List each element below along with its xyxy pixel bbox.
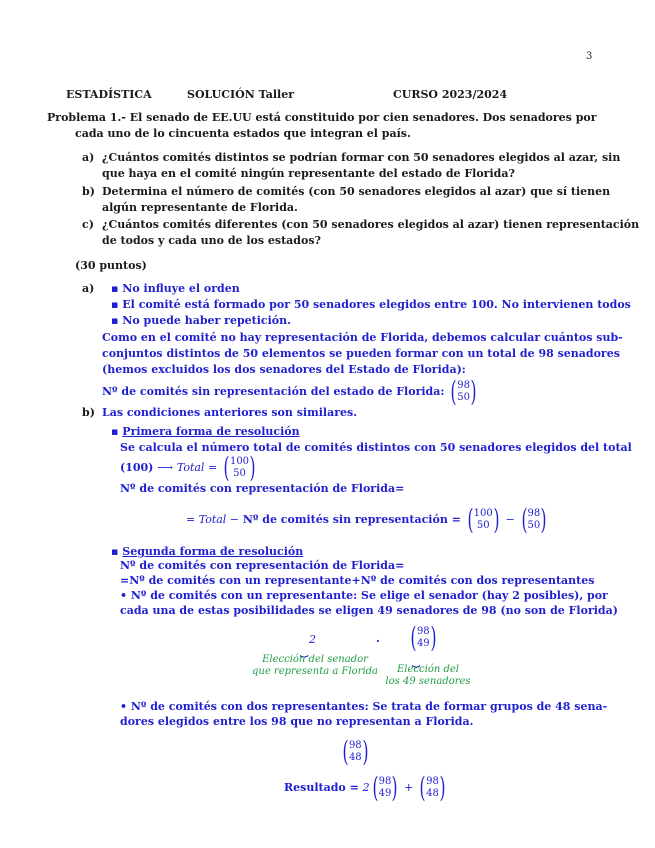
binom-98-50-eq: ( 98 50 ) (521, 503, 547, 536)
problem-statement (47, 110, 607, 126)
question-c-line1: ¿Cuántos comités diferentes (con 50 senadores elegidos al azar) tienen representación (102, 218, 640, 231)
second-line6: dores elegidos entre los 98 que no representan a Florida. (120, 715, 474, 728)
statement-line2: cada uno de lo cincuenta estados que integran el país. (75, 127, 411, 140)
a-para-line1: Como en el comité no hay representación de Florida, debemos calcular cuántos sub- (102, 331, 623, 344)
binom-98-48-box (340, 735, 371, 768)
result: Resultado = 2 ( 98 49 ) + ( 98 48 ) (284, 774, 448, 802)
b-intro: Las condiciones anteriores son similares. (102, 406, 358, 419)
binom-100-50: ( 100 50 ) (223, 451, 256, 484)
binom-100-50-eq: ( 100 50 ) (467, 503, 500, 536)
header-course: CURSO 2023/2024 (393, 88, 508, 101)
binom-98-50: ( 98 50 ) (450, 375, 477, 408)
binom-98-48-result: ( 98 48 ) (419, 771, 446, 804)
a-result: Nº de comités sin representación del estado de Florida: ( 98 50 ) (102, 378, 479, 406)
binom-98-49: ( 98 49 ) (410, 621, 437, 654)
bullet-1: ▪ No influye el orden (111, 282, 240, 295)
note-49: Elección del los 49 senadores (385, 664, 471, 687)
second-method-title: ▪ Segunda forma de resolución (111, 545, 304, 558)
question-b-label: b) (82, 185, 95, 198)
factor-2: 2 (309, 633, 316, 646)
question-c-label: c) (82, 218, 94, 231)
points: (30 puntos) (75, 259, 147, 272)
binom-98-48: ( 98 48 ) (342, 735, 369, 768)
question-c-line2: de todos y cada uno de los estados? (102, 234, 321, 247)
second-line4: cada una de estas posibilidades se eligen 49 senadores de 98 (no son de Florida) (120, 604, 618, 617)
second-line2: =Nº de comités con un representante+Nº de comités con dos representantes (120, 574, 595, 587)
first-line1: Se calcula el número total de comités distintos con 50 senadores elegidos del total (120, 441, 632, 454)
question-b-line1: Determina el número de comités (con 50 senadores elegidos al azar) que sí tienen (102, 185, 611, 198)
statement-line1: El senado de EE.UU está constituido por cien senadores. Dos senadores por (129, 111, 597, 124)
page-number: 3 (586, 51, 593, 62)
bullet-2: ▪ El comité está formado por 50 senadores elegidos entre 100. No intervienen todos (111, 298, 631, 311)
bullet-3: ▪ No puede haber repetición. (111, 314, 291, 327)
solution-b-label: b) (82, 406, 95, 419)
brace-2: ⏟ (412, 652, 421, 668)
question-a-line2: que haya en el comité ningún representante del estado de Florida? (102, 167, 515, 180)
solution-a-label: a) (82, 282, 95, 295)
header-subject: ESTADÍSTICA (66, 88, 152, 101)
binom-98-49-box (408, 621, 439, 654)
first-line2: (100) ⟶ Total = ( 100 50 ) (120, 454, 258, 482)
second-line1: Nº de comités con representación de Florida= (120, 559, 405, 572)
question-b-line2: algún representante de Florida. (102, 201, 298, 214)
brace-1: ⏟ (300, 642, 309, 658)
first-line3: Nº de comités con representación de Florida= (120, 482, 405, 495)
note-senador: Elección del senador que representa a Florida (251, 654, 379, 677)
a-para-line2: conjuntos distintos de 50 elementos se pueden formar con un total de 98 senadores (102, 347, 620, 360)
second-line5: • Nº de comités con dos representantes: Se trata de formar grupos de 48 sena- (120, 700, 608, 713)
problem-label: Problema 1.- (47, 111, 126, 124)
question-a-label: a) (82, 151, 95, 164)
first-equation: = Total − Nº de comités sin representación = ( 100 50 ) − ( 98 50 ) (186, 506, 549, 534)
question-a-line1: ¿Cuántos comités distintos se podrían formar con 50 senadores elegidos al azar, sin (102, 151, 621, 164)
binom-98-49-result: ( 98 49 ) (372, 771, 398, 804)
header-doc: SOLUCIÓN Taller (187, 88, 295, 101)
dot: · (376, 635, 380, 648)
a-para-line3: (hemos excluidos los dos senadores del Estado de Florida): (102, 363, 466, 376)
first-method-title: ▪ Primera forma de resolución (111, 425, 300, 438)
second-line3: • Nº de comités con un representante: Se elige el senador (hay 2 posibles), por (120, 589, 608, 602)
